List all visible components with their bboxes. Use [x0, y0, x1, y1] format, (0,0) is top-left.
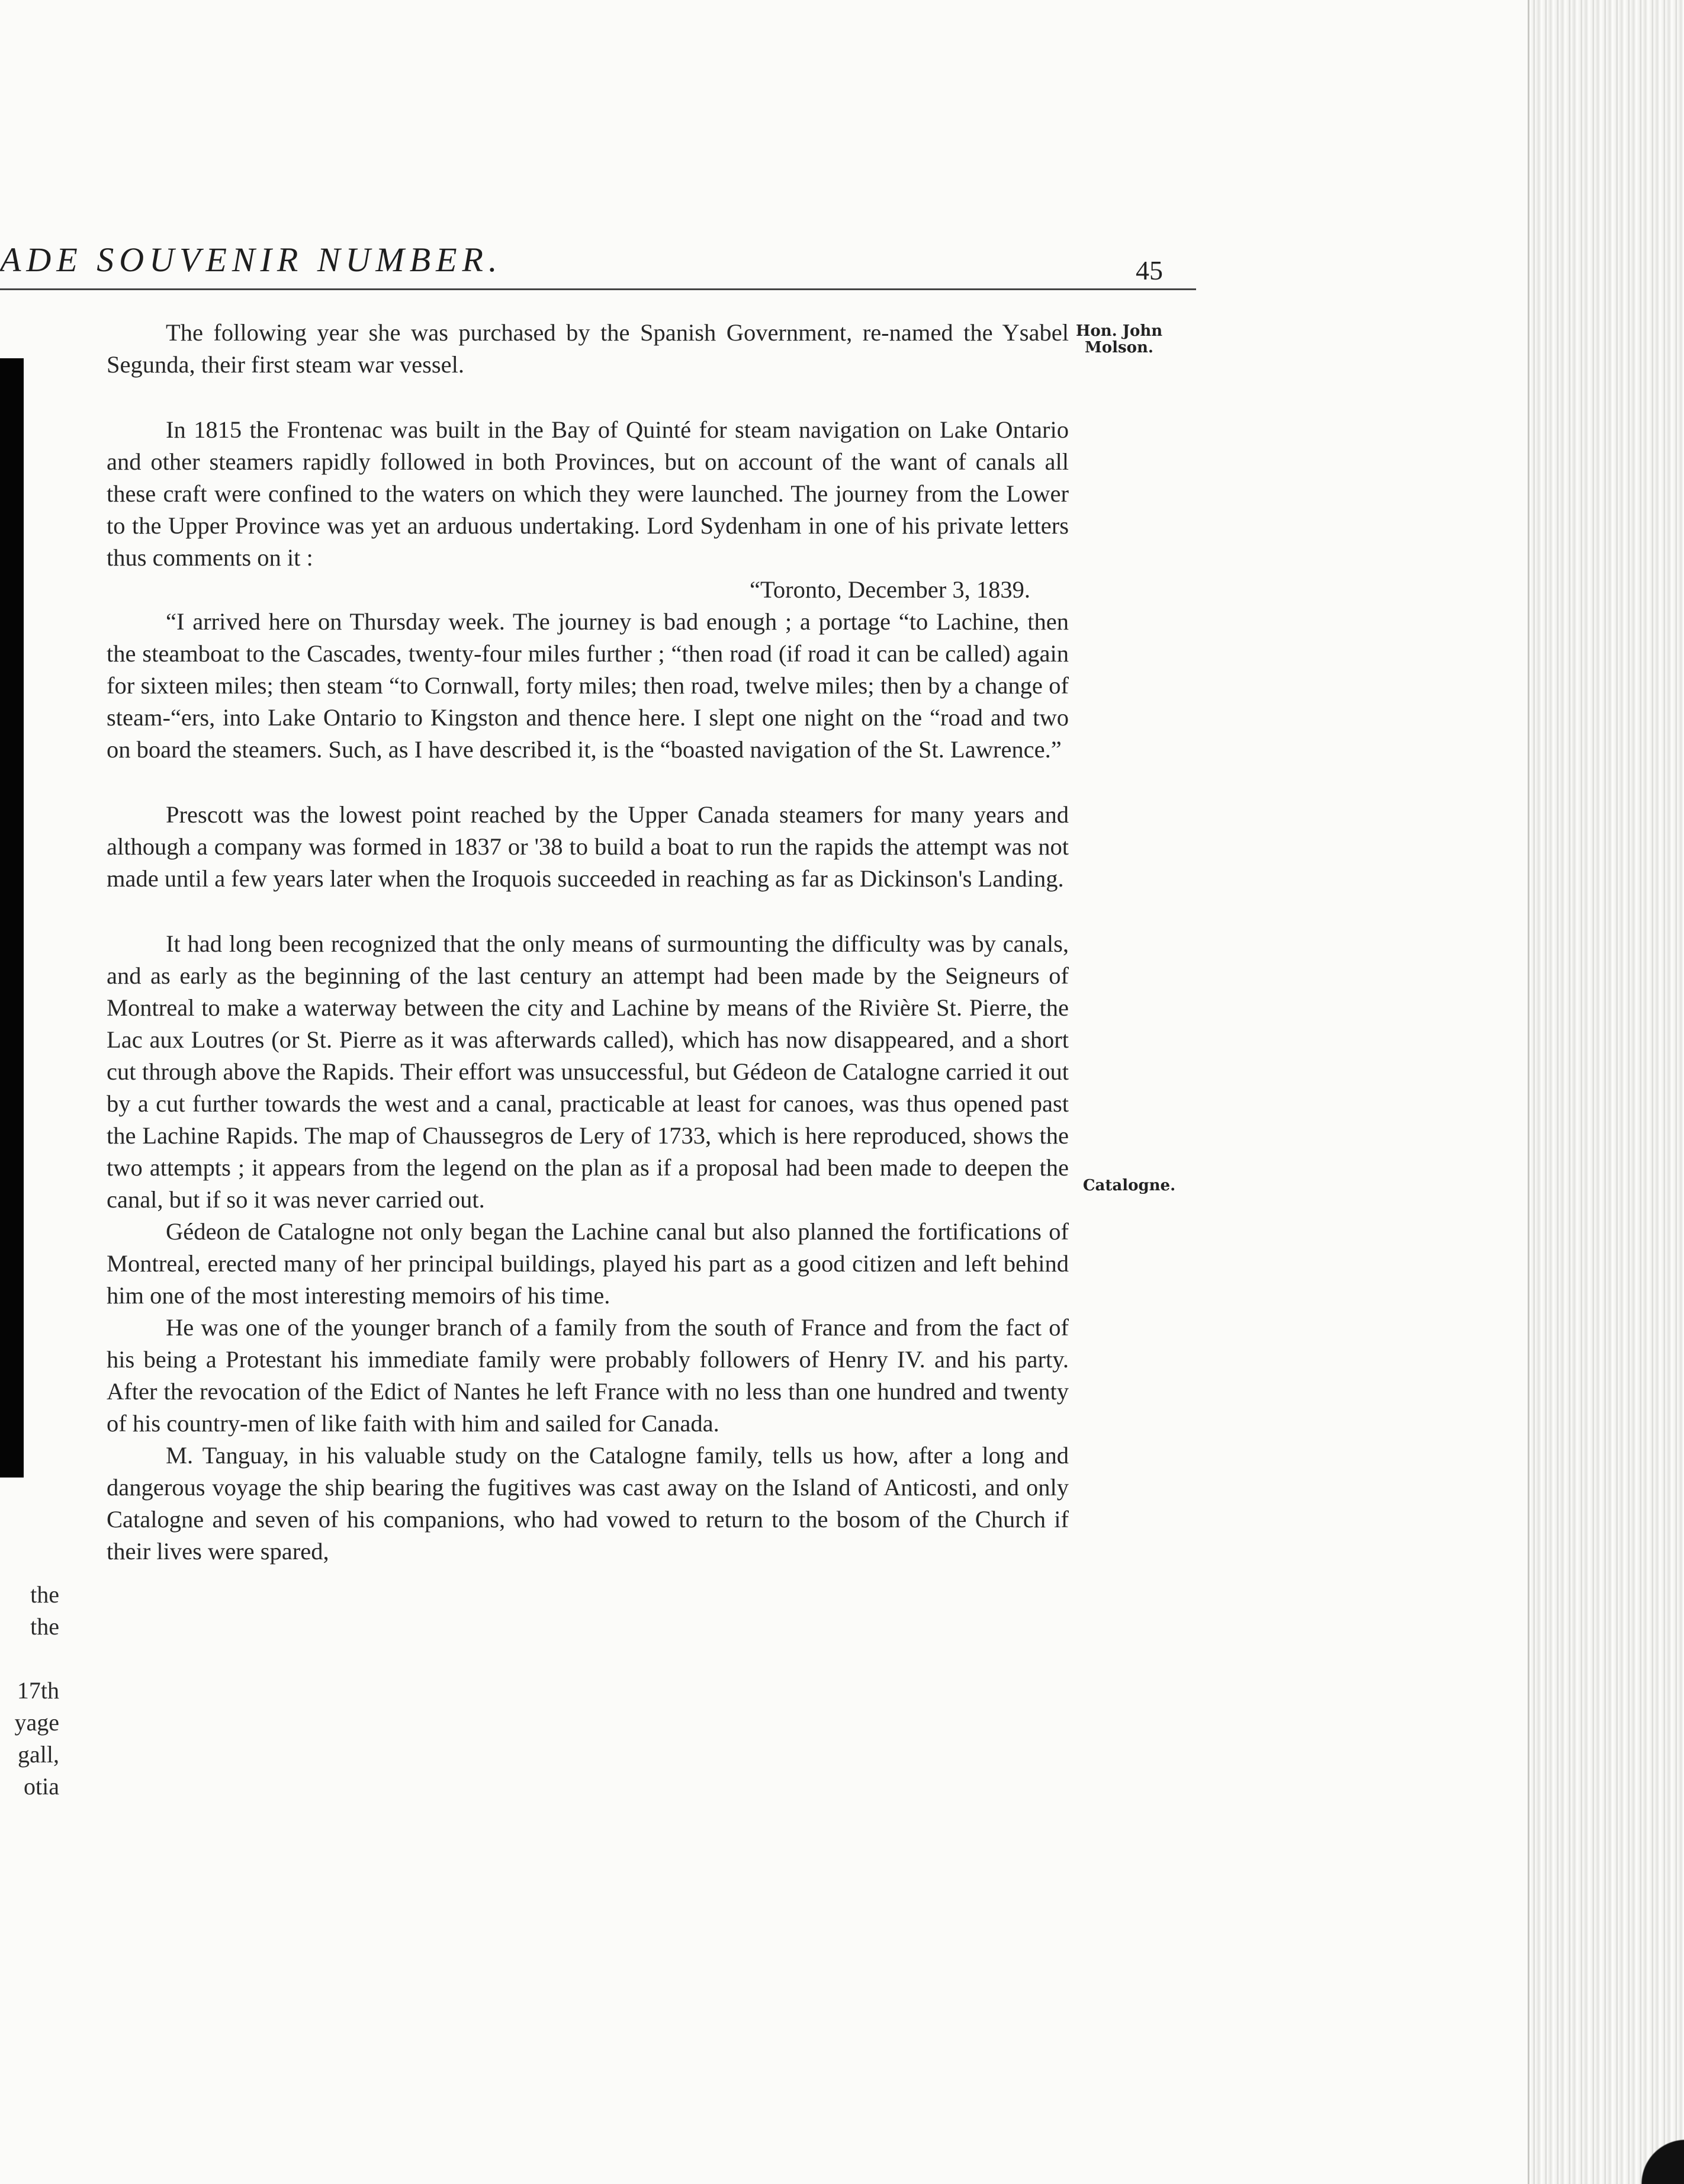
- letter-dateline: “Toronto, December 3, 1839.: [749, 576, 1030, 603]
- paragraph: He was one of the younger branch of a family from the south of France and from the fact of his being a Protestant his immediate family were probably followers of Henry IV. and his party. After the revocation of the Edict of Nantes he left France with no less than one hundred and twenty of his country-men of like faith with him and sailed for Canada.: [107, 1314, 1069, 1437]
- letter-quote: “I arrived here on Thursday week. The journey is bad enough ; a portage “to Lachine, then the steamboat to the Cascades, twenty-four miles further ; “then road (if road it can be called) again for sixteen miles; then steam “to Cornwall, forty miles; then road, twelve miles; then by a change of steam-“ers, into Lake Ontario to Kingston and thence here. I slept one night on the “road and two on board the steamers. Such, as I have described it, is the “boasted navigation of the St. Lawrence.”: [107, 608, 1069, 763]
- fragment-line: 17th: [17, 1677, 59, 1704]
- scan-corner: [1603, 2113, 1684, 2184]
- page-number: 45: [1136, 255, 1163, 285]
- running-head: ADE SOUVENIR NUMBER.: [0, 240, 503, 279]
- body-text: [107, 317, 1069, 1568]
- fragment-line: the: [30, 1581, 59, 1608]
- fragment-line: the: [30, 1613, 59, 1640]
- fragment-line: yage: [14, 1709, 59, 1736]
- header-rule: [0, 288, 1196, 290]
- paragraph: It had long been recognized that the only means of surmounting the difficulty was by canals, and as early as the beginning of the last century an attempt had been made by the Seigneurs of Montreal to make a waterway between the city and Lachine by means of the Rivière St. Pierre, the Lac aux Loutres (or St. Pierre as it was afterwards called), which has now disappeared, and a short cut through above the Rapids. Their effort was unsuccessful, but Gédeon de Catalogne carried it out by a cut further towards the west and a canal, practicable at least for canoes, was thus opened past the Lachine Rapids. The map of Chaussegros de Lery of 1733, which is here reproduced, shows the two attempts ; it appears from the legend on the plan as if a proposal had been made to deepen the canal, but if so it was never carried out.: [107, 930, 1069, 1213]
- paragraph: Gédeon de Catalogne not only began the Lachine canal but also planned the fortifications of Montreal, erected many of her principal buildings, played his part as a good citizen and left behind him one of the most interesting memoirs of his time.: [107, 1218, 1069, 1309]
- sidenote-catalogne: Catalogne.: [1082, 1177, 1176, 1194]
- fragment-line: otia: [24, 1773, 59, 1800]
- sidenote-molson: Hon. John Molson.: [1075, 322, 1163, 356]
- fragment-gap: [0, 1643, 59, 1675]
- paragraph: In 1815 the Frontenac was built in the Bay of Quinté for steam navigation on Lake Ontario and other steamers rapidly followed in both Provinces, but on account of the want of canals all these craft were confined to the waters on which they were launched. The journey from the Lower to the Upper Province was yet an arduous undertaking. Lord Sydenham in one of his private letters thus comments on it :: [107, 416, 1069, 571]
- paragraph: The following year she was purchased by the Spanish Government, re-named the Ysabel Segunda, their first steam war vessel.: [107, 319, 1069, 378]
- left-column-fragments: [0, 1579, 59, 1803]
- book-fore-edge: [1528, 0, 1684, 2184]
- fragment-line: gall,: [18, 1741, 59, 1768]
- paragraph: M. Tanguay, in his valuable study on the Catalogne family, tells us how, after a long and dangerous voyage the ship bearing the fugitives was cast away on the Island of Anticosti, and only Catalogne and seven of his companions, who had vowed to return to the bosom of the Church if their lives were spared,: [107, 1442, 1069, 1565]
- photo-plate-edge: [0, 358, 24, 1478]
- paragraph: Prescott was the lowest point reached by the Upper Canada steamers for many years and although a company was formed in 1837 or '38 to build a boat to run the rapids the attempt was not made until a few years later when the Iroquois succeeded in reaching as far as Dickinson's Landing.: [107, 801, 1069, 892]
